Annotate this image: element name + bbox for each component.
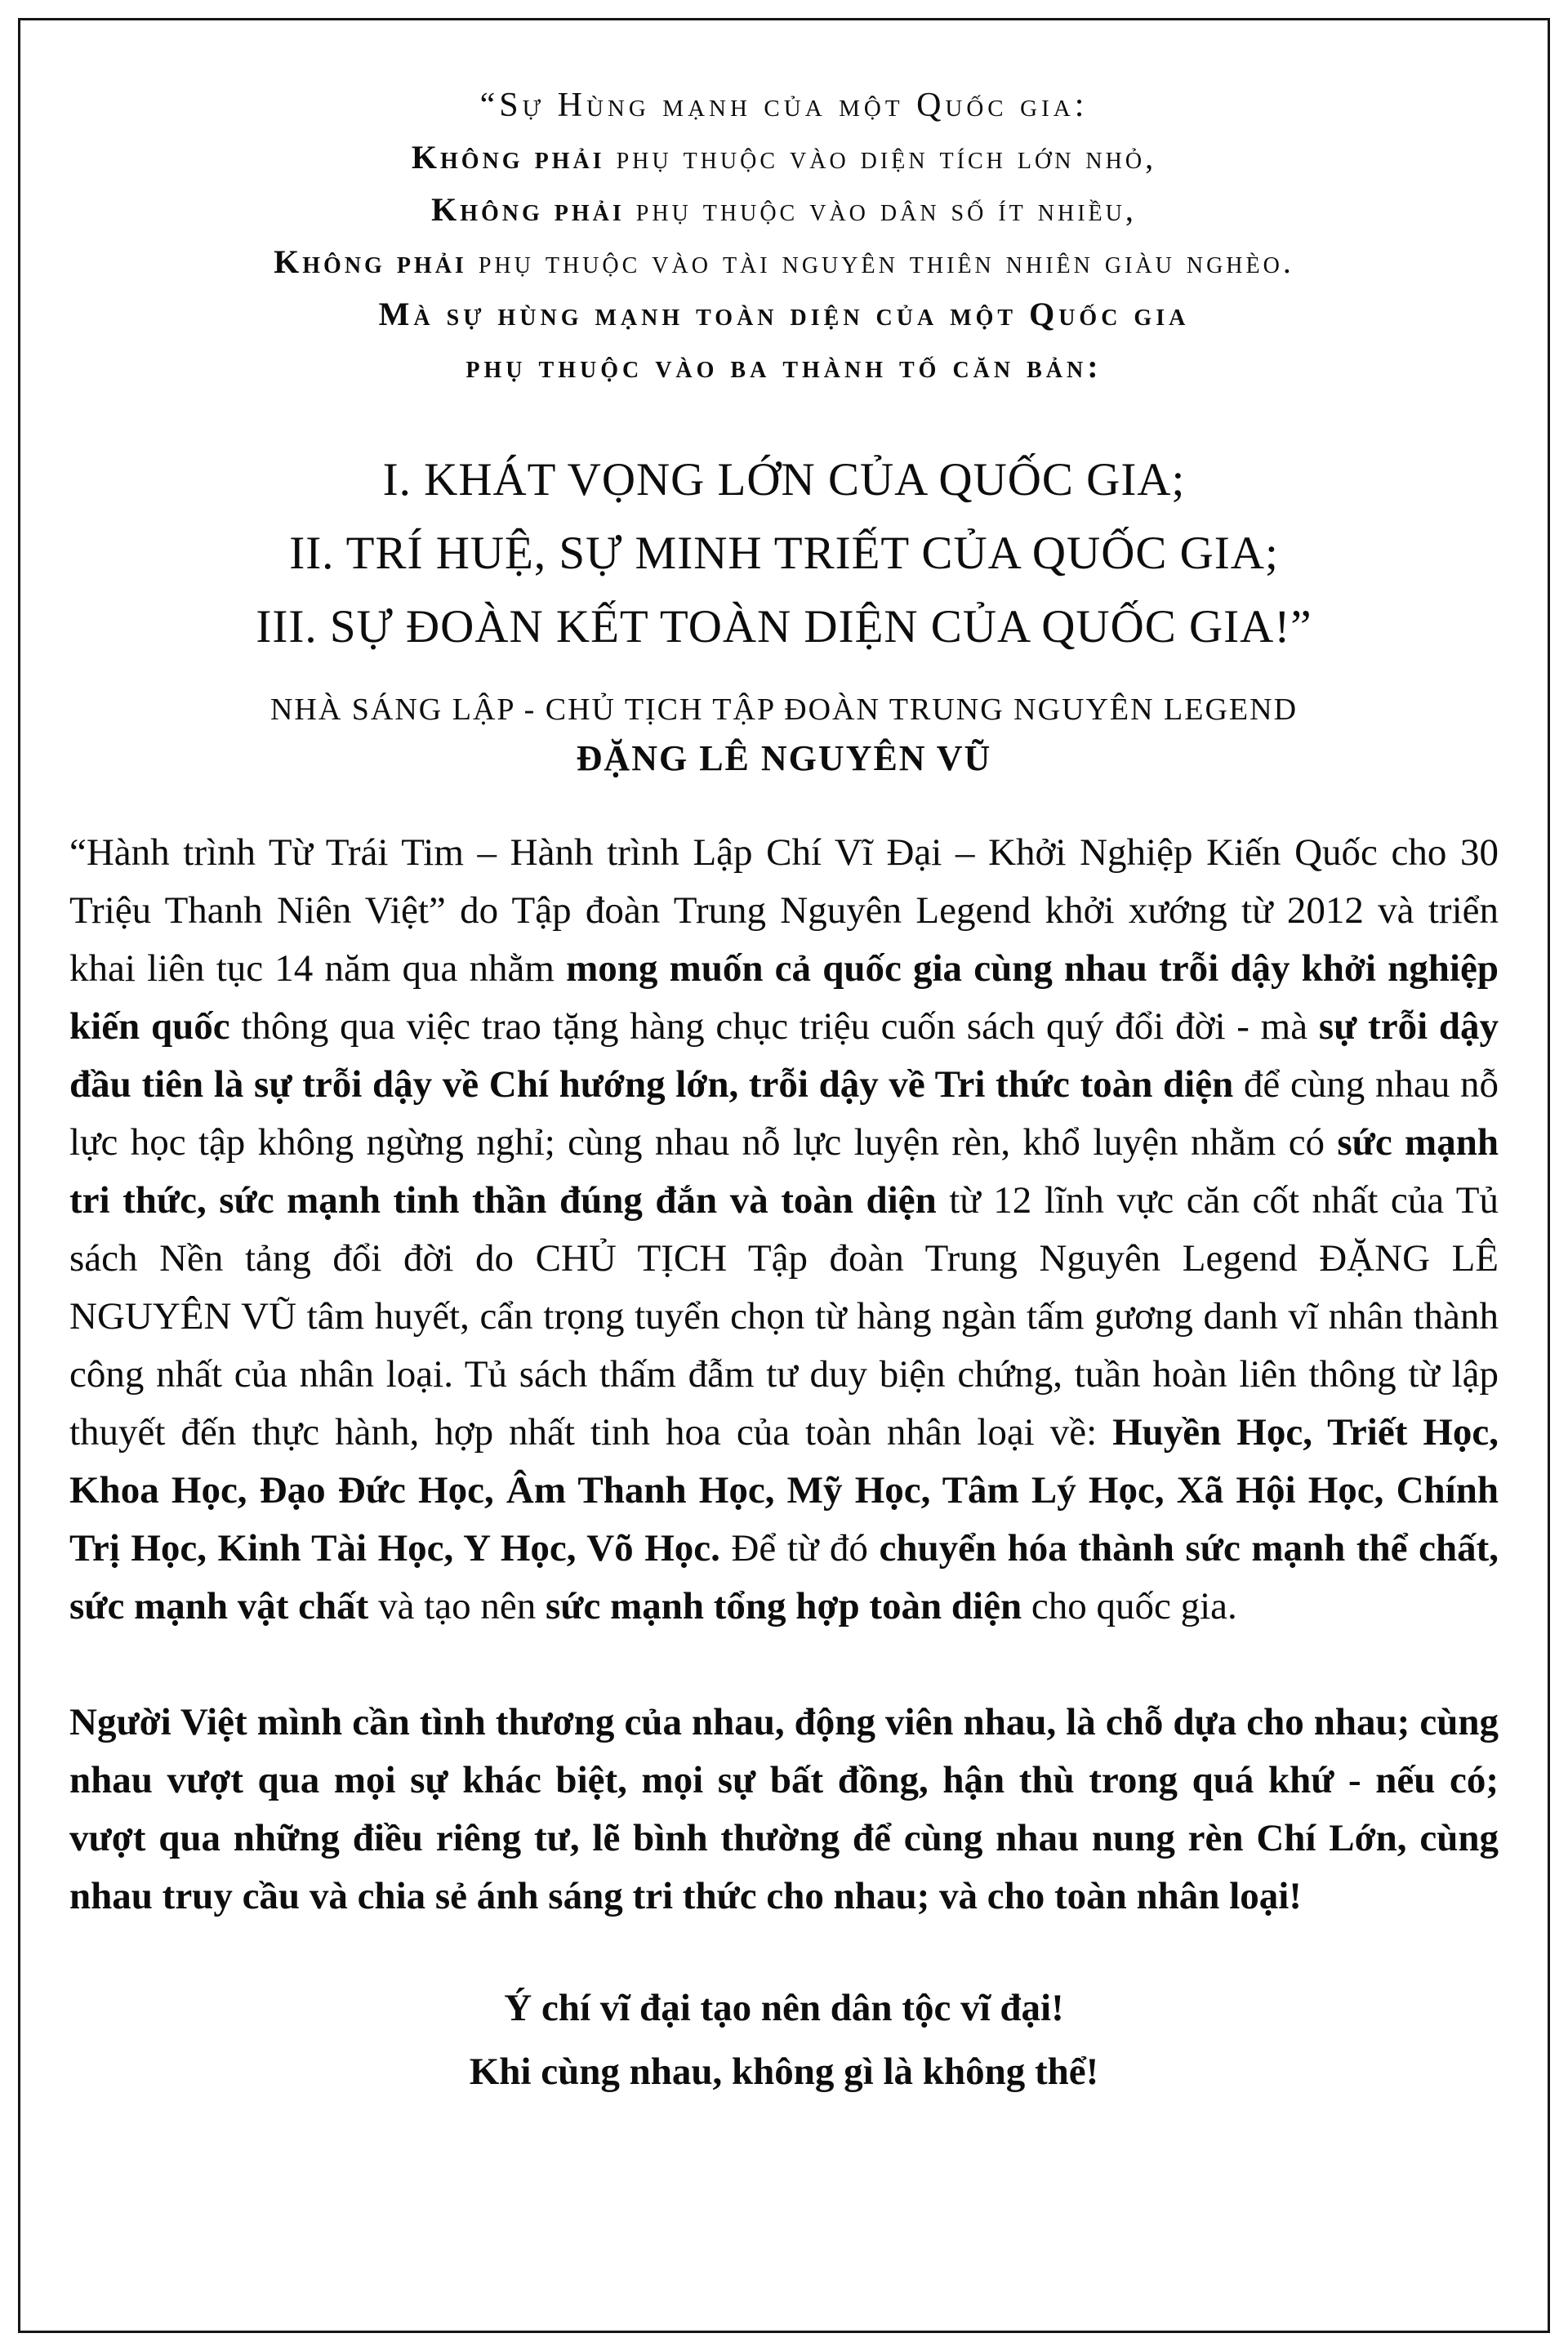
quote-header [69, 79, 1499, 393]
quote-line-not-resources [69, 236, 1499, 288]
paragraph-segment: “Hành trình Từ Trái Tim – Hành trình Lập Chí Vĩ Đại – Khởi Nghiệp Kiến Quốc cho 30 Triệu Thanh Niên Việt” do Tập đoàn Trung Nguyên Legend khởi xướng từ 2012 và triển khai liên tục 14 năm qua nhằm [69, 831, 1499, 990]
not-phrase-rest: phụ thuộc vào dân số ít nhiều, [624, 191, 1137, 228]
author-title: NHÀ SÁNG LẬP - CHỦ TỊCH TẬP ĐOÀN TRUNG NGUYÊN LEGEND [270, 692, 1298, 727]
not-phrase-bold: Không phải [431, 191, 625, 228]
paragraph-segment-bold: chuyển hóa thành sức mạnh thể chất, sức mạnh vật chất [69, 1527, 1499, 1627]
quote-line-not-area [69, 131, 1499, 184]
paragraph-segment: Để từ đó [719, 1527, 880, 1570]
paragraph-segment: từ 12 lĩnh vực căn cốt nhất của Tủ sách Nền tảng đổi đời do CHỦ TỊCH Tập đoàn Trung Nguyên Legend ĐẶNG LÊ NGUYÊN VŨ tâm huyết, cẩn trọng tuyển chọn từ hàng ngàn tấm gương danh vĩ nhân thành công nhất của nhân loại. Tủ sách thấm đẫm tư duy biện chứng, tuần hoàn liên thông từ lập thuyết đến thực hành, hợp nhất tinh hoa của toàn nhân loại về: [69, 1179, 1499, 1454]
page-border-frame [18, 18, 1550, 2333]
quote-line-conclusion-1: Mà sự hùng mạnh toàn diện của một Quốc gia [378, 296, 1190, 332]
not-phrase-bold: Không phải [411, 139, 605, 176]
factor-item-wisdom: II. TRÍ HUỆ, SỰ MINH TRIẾT CỦA QUỐC GIA; [289, 528, 1279, 579]
paragraph-segment: để cùng nhau nỗ lực học tập không ngừng nghỉ; cùng nhau nỗ lực luyện rèn, khổ luyện nhằm có [69, 1063, 1499, 1164]
paragraph-segment-bold: mong muốn cả quốc gia cùng nhau trỗi dậy khởi nghiệp kiến quốc [69, 947, 1499, 1048]
quote-line-conclusion-2: phụ thuộc vào ba thành tố căn bản: [466, 348, 1102, 385]
not-phrase-rest: phụ thuộc vào diện tích lớn nhỏ, [604, 139, 1157, 176]
factor-item-aspiration: I. KHÁT VỌNG LỚN CỦA QUỐC GIA; [382, 454, 1186, 505]
paragraph-segment-bold: sức mạnh tổng hợp toàn diện [545, 1585, 1022, 1627]
paragraph-segment-bold: sức mạnh tri thức, sức mạnh tinh thần đúng đắn và toàn diện [69, 1121, 1499, 1222]
not-phrase-bold: Không phải [274, 243, 467, 280]
solidarity-paragraph: Người Việt mình cần tình thương của nhau, động viên nhau, là chỗ dựa cho nhau; cùng nhau vượt qua mọi sự khác biệt, mọi sự bất đồng, hận thù trong quá khứ - nếu có; vượt qua những điều riêng tư, lẽ bình thường để cùng nhau nung rèn Chí Lớn, cùng nhau truy cầu và chia sẻ ánh sáng tri thức cho nhau; và cho toàn nhân loại! [69, 1701, 1499, 1917]
closing-block [69, 1976, 1499, 2104]
quote-line-strength: “Sự Hùng mạnh của một Quốc gia: [479, 87, 1089, 124]
main-paragraph [69, 824, 1499, 1636]
factor-item-solidarity: III. SỰ ĐOÀN KẾT TOÀN DIỆN CỦA QUỐC GIA!” [256, 601, 1312, 652]
paragraph-segment: và tạo nên [368, 1585, 546, 1627]
closing-line-will: Ý chí vĩ đại tạo nên dân tộc vĩ đại! [504, 1987, 1064, 2029]
paragraph-segment: cho quốc gia. [1022, 1585, 1237, 1627]
not-phrase-rest: phụ thuộc vào tài nguyên thiên nhiên giàu nghèo. [466, 243, 1294, 280]
closing-line-together: Khi cùng nhau, không gì là không thể! [469, 2050, 1099, 2093]
author-name: ĐẶNG LÊ NGUYÊN VŨ [576, 738, 992, 778]
paragraph-segment-bold: sự trỗi dậy đầu tiên là sự trỗi dậy về Chí hướng lớn, trỗi dậy về Tri thức toàn diện [69, 1005, 1499, 1106]
paragraph-segment-bold: Huyền Học, Triết Học, Khoa Học, Đạo Đức Học, Âm Thanh Học, Mỹ Học, Tâm Lý Học, Xã Hội Học, Chính Trị Học, Kinh Tài Học, Y Học, Võ Học. [69, 1411, 1499, 1570]
paragraph-segment: thông qua việc trao tặng hàng chục triệu cuốn sách quý đổi đời - mà [229, 1005, 1319, 1048]
three-factors-list [69, 443, 1499, 664]
author-block [69, 685, 1499, 783]
quote-line-not-population [69, 184, 1499, 236]
